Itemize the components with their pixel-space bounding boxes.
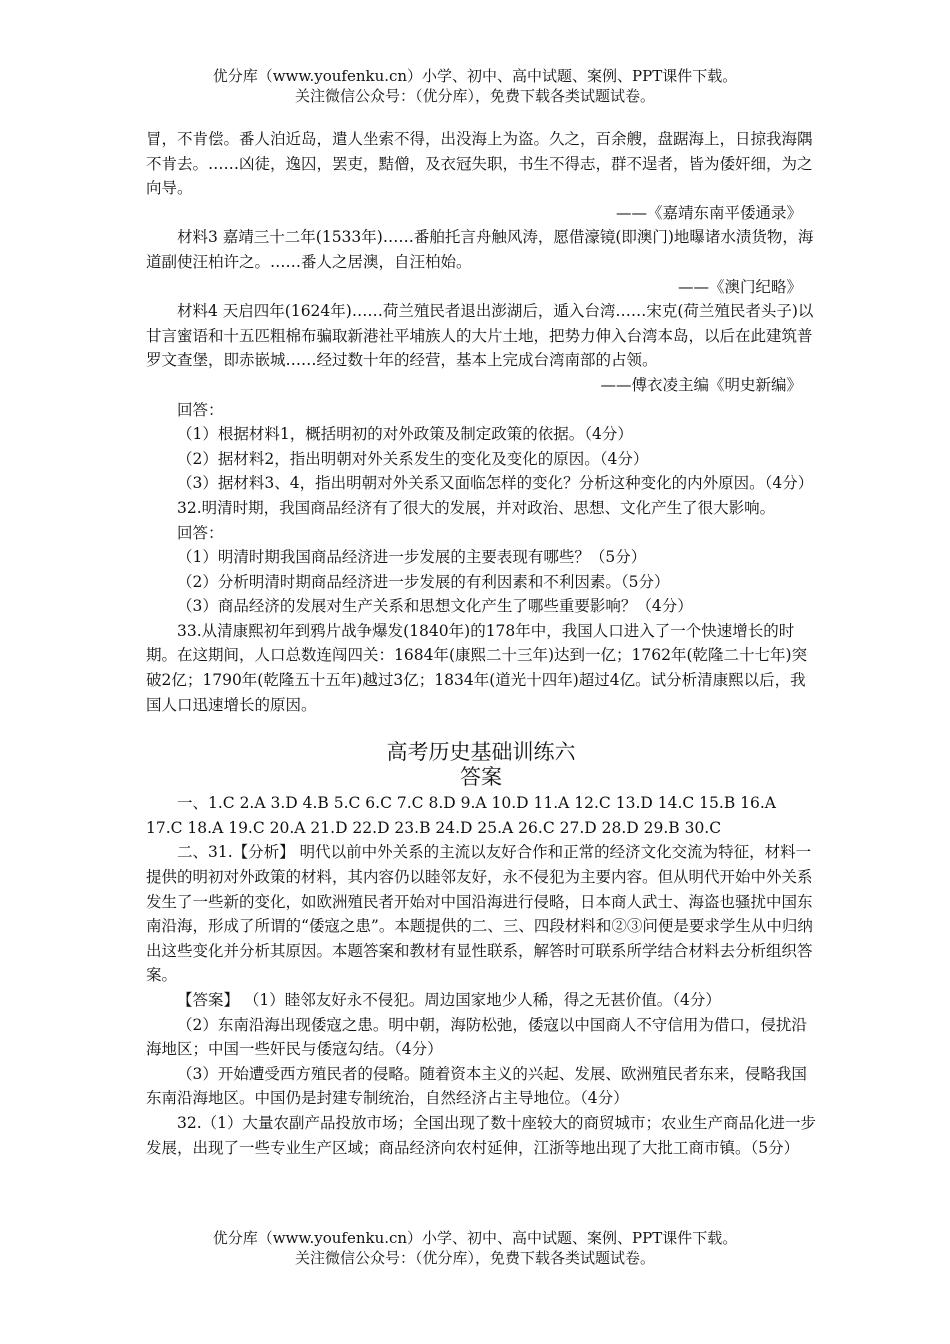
q31-part-2: （2）据材料2，指出明朝对外关系发生的变化及变化的原因。（4分） <box>177 449 649 468</box>
answer-31-part-3: （3）开始遭受西方殖民者的侵略。随着资本主义的兴起、发展、欧洲殖民者东来，侵略我国东南沿海地区。中国仍是封建专制统治，自然经济占主导地位。（4分） <box>146 1064 807 1108</box>
q32-stem: 32.明清时期，我国商品经济有了很大的发展，并对政治、思想、文化产生了很大影响。 <box>177 498 776 517</box>
header-line-2: 关注微信公众号：（优分库），免费下载各类试题试卷。 <box>294 87 655 105</box>
material-4-source: ——傅衣凌主编《明史新编》 <box>600 375 802 394</box>
q32-part-2: （2）分析明清时期商品经济进一步发展的有利因素和不利因素。（5分） <box>177 572 670 591</box>
q32-answer-label: 回答： <box>177 523 224 542</box>
answers-subtitle: 答案 <box>460 765 502 790</box>
q31-part-3: （3）据材料3、4，指出明朝对外关系又面临怎样的变化？分析这种变化的内外原因。（4分） <box>177 474 814 493</box>
footer-line-2: 关注微信公众号：（优分库），免费下载各类试题试卷。 <box>294 1249 655 1267</box>
answer-32-part-1: 32.（1）大量农副产品投放市场；全国出现了数十座较大的商贸城市；农业生产商品化进一步发展，出现了一些专业生产区域；商品经济向农村延伸，江浙等地出现了大批工商市镇。（5分） <box>146 1113 817 1157</box>
material-3: 材料3 嘉靖三十二年(1533年)……番舶托言舟触风涛，愿借濠镜(即澳门)地曝诸水渍货物，海道副使汪柏许之。……番人之居澳，自汪柏始。 <box>146 228 814 271</box>
q31-answer-label: 回答： <box>177 400 224 419</box>
q31-part-1: （1）根据材料1，概括明初的对外政策及制定政策的依据。（4分） <box>177 425 633 444</box>
page-content <box>146 127 816 1160</box>
q32-part-1: （1）明清时期我国商品经济进一步发展的主要表现有哪些？（5分） <box>177 548 647 567</box>
answer-31-part-1: 【答案】 （1）睦邻友好永不侵犯。周边国家地少人稀，得之无甚价值。（4分） <box>177 991 721 1009</box>
q33-question: 33.从清康熙初年到鸦片战争爆发(1840年)的178年中，我国人口进入了一个快速增长的时期。在这期间，人口总数连闯四关：1684年(康熙二十三年)达到一亿；1762年(乾隆二十七年)突破2亿；1790年(乾隆五十五年)越过3亿；1834年(道光十四年)超过4亿。试分析清康熙以后，我国人口迅速增长的原因。 <box>146 621 808 714</box>
answer-31-part-2: （2）东南沿海出现倭寇之患。明中朝，海防松弛，倭寇以中国商人不守信用为借口，侵扰沿海地区；中国一些奸民与倭寇勾结。（4分） <box>146 1015 807 1059</box>
page-footer <box>0 1228 950 1268</box>
q32-part-3: （3）商品经济的发展对生产关系和思想文化产生了哪些重要影响？（4分） <box>177 597 693 616</box>
footer-line-1: 优分库（www.youfenku.cn）小学、初中、高中试题、案例、PPT课件下载。 <box>212 1229 738 1247</box>
material-3-source: ——《澳门纪略》 <box>677 277 802 296</box>
material-2-source: ——《嘉靖东南平倭通录》 <box>615 203 802 222</box>
page-header <box>0 66 950 106</box>
answers-title: 高考历史基础训练六 <box>386 740 576 765</box>
material-2-continuation: 冒，不肯偿。番人泊近岛，遣人坐索不得，出没海上为盗。久之，百余艘，盘踞海上，日掠我海隅不肯去。……凶徒，逸囚，罢吏，黠僧，及衣冠失职，书生不得志，群不逞者，皆为倭奸细，为之向导。 <box>146 130 813 198</box>
header-line-1: 优分库（www.youfenku.cn）小学、初中、高中试题、案例、PPT课件下载。 <box>212 67 738 85</box>
answer-31-analysis: 二、31.【分析】 明代以前中外关系的主流以友好合作和正常的经济文化交流为特征，材料一提供的明初对外政策的材料，其内容仍以睦邻友好，永不侵犯为主要内容。但从明代开始中外关系发生了一些新的变化，如欧洲殖民者开始对中国沿海进行侵略，日本商人武士、海盗也骚扰中国东南沿海，形成了所谓的“倭寇之患”。本题提供的二、三、四段材料和②③问便是要求学生从中归纳出这些变化并分析其原因。本题答案和教材有显性联系，解答时可联系所学结合材料去分析组织答案。 <box>146 843 813 985</box>
material-4: 材料4 天启四年(1624年)……荷兰殖民者退出澎湖后，遁入台湾……宋克(荷兰殖民者头子)以甘言蜜语和十五匹粗棉布骗取新港社平埔族人的大片土地，把势力伸入台湾本岛，以后在此建筑普罗文查堡，即赤嵌城……经过数十年的经营，基本上完成台湾南部的占领。 <box>146 302 814 370</box>
multiple-choice-answers: 一、1.C 2.A 3.D 4.B 5.C 6.C 7.C 8.D 9.A 10.D 11.A 12.C 13.D 14.C 15.B 16.A 17.C 18.A 19.C 20.A 21.D 22.D 23.B 24.D 25.A 26.C 27.D 28.D 29.B 30.C <box>146 794 776 837</box>
